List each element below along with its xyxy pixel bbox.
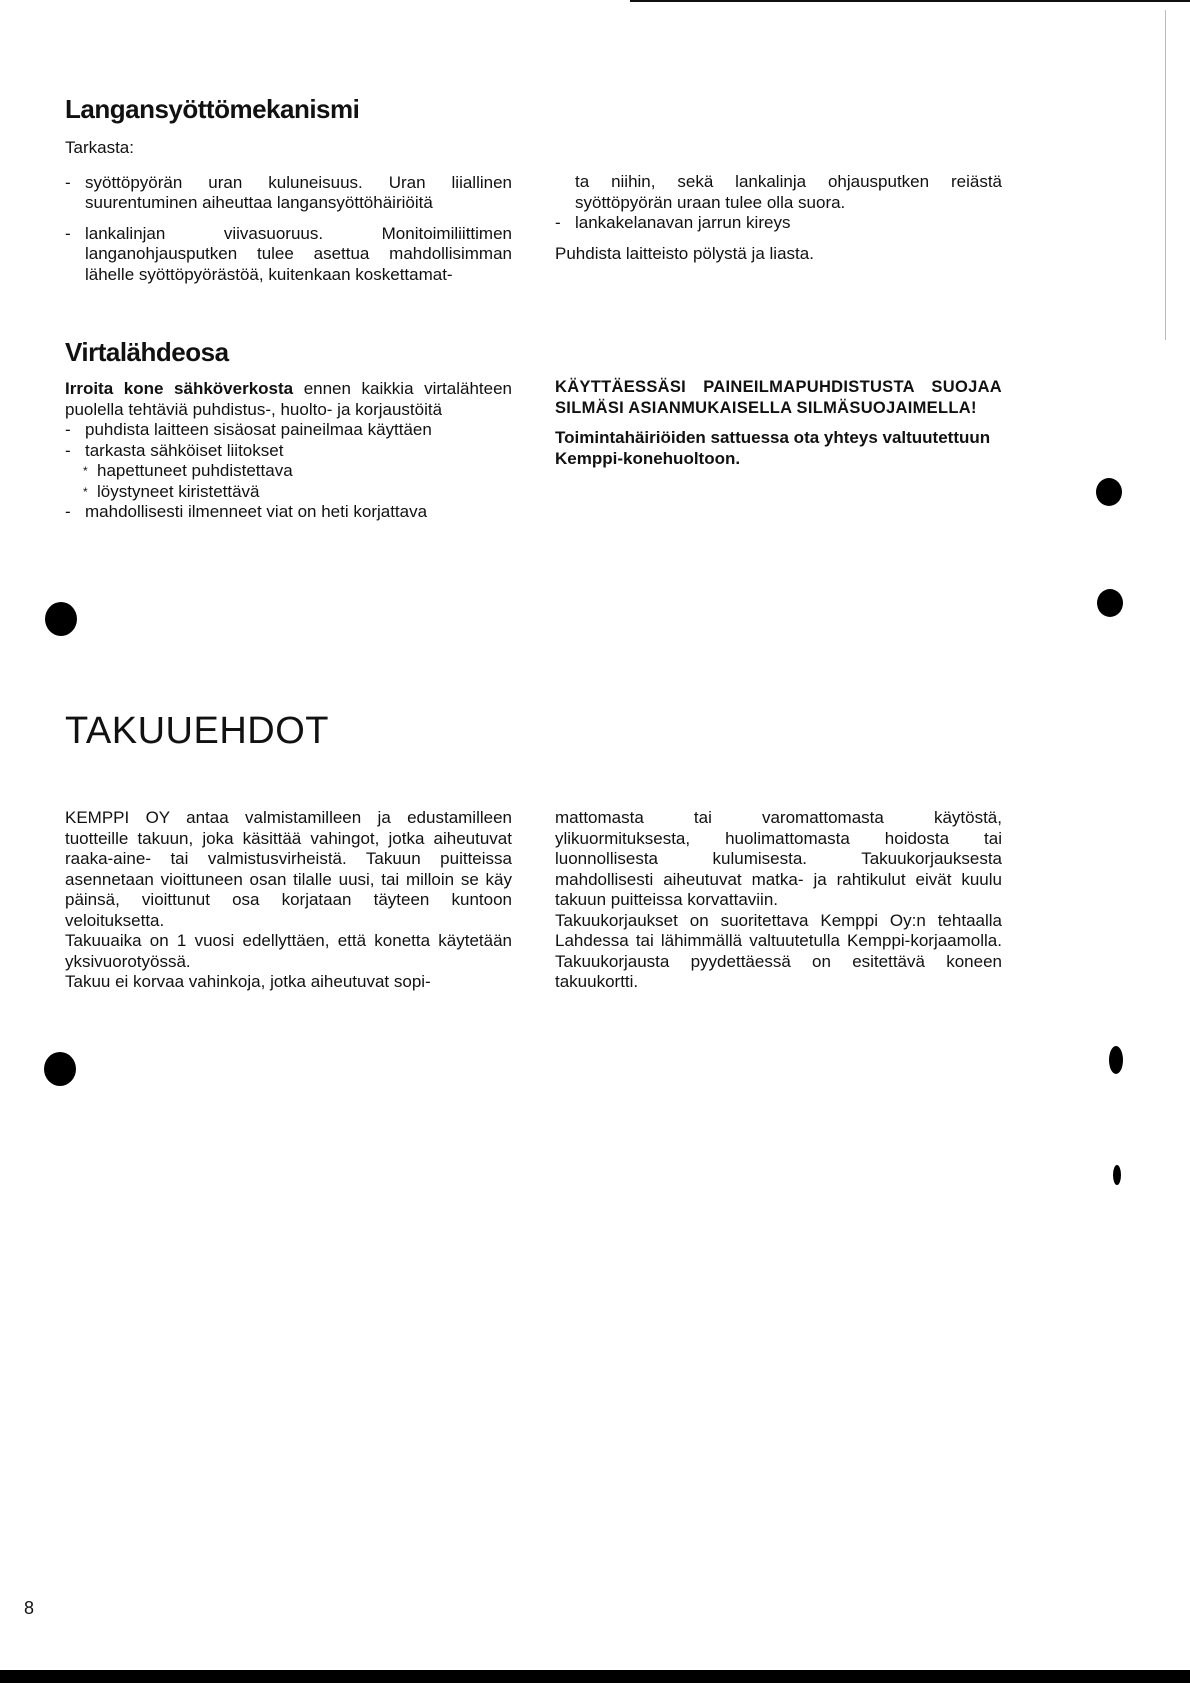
dash-marker: -: [65, 502, 71, 521]
wire-feed-heading: Langansyöttömekanismi: [65, 94, 360, 124]
punch-hole: [44, 1052, 76, 1086]
sub-list-item: [65, 461, 512, 482]
power-source-heading: Virtalähdeosa: [65, 337, 229, 367]
disconnect-warning: Irroita kone sähköverkosta: [65, 379, 294, 398]
list-item: [65, 224, 512, 286]
punch-hole: [1113, 1165, 1121, 1185]
warranty-left-column: [65, 808, 512, 993]
warranty-heading: TAKUUEHDOT: [65, 710, 329, 752]
warranty-exclusions-continued: mattomasta tai varomattomasta käytöstä, ylikuormituksesta, huolimattomasta hoidosta tai luonnollisesta kulumisesta. Takuukorjauksesta mahdollisesti aiheutuvat matka- ja rahtikulut eivät kuulu takuun puitteissa korvattaviin.: [555, 808, 1002, 909]
edge-mark: [1165, 10, 1166, 340]
power-sub-loose: löystyneet kiristettävä: [97, 481, 260, 501]
wire-feed-left-column: [65, 138, 512, 285]
power-source-left-column: [65, 379, 512, 523]
warranty-right-column: [555, 808, 1002, 993]
wire-feed-item-groove: syöttöpyörän uran kuluneisuus. Uran liiallinen suurentuminen aiheuttaa langansyöttöhäiriöitä: [85, 172, 512, 212]
sub-list-item: [65, 482, 512, 503]
wire-feed-cleaning: Puhdista laitteisto pölystä ja liasta.: [555, 243, 814, 263]
page-number: 8: [24, 1598, 35, 1618]
star-marker: *: [83, 484, 88, 499]
wire-feed-item-brake: lankakelanavan jarrun kireys: [575, 213, 791, 232]
list-item: [65, 173, 512, 214]
wire-feed-intro: Tarkasta:: [65, 138, 134, 157]
warranty-period: Takuuaika on 1 vuosi edellyttäen, että konetta käytetään yksivuorotyössä.: [65, 931, 512, 971]
warranty-exclusions-start: Takuu ei korvaa vahinkoja, jotka aiheutuvat sopi-: [65, 972, 431, 991]
eye-protection-warning: KÄYTTÄESSÄSI PAINEILMAPUHDISTUSTA SUOJAA SILMÄSI ASIANMUKAISELLA SILMÄSUOJAIMELLA!: [555, 378, 1002, 417]
list-item: [555, 213, 1002, 234]
star-marker: *: [83, 464, 88, 478]
disconnect-text: ennen kaikkia virtalähteen puolella tehtäviä puhdistus-, huolto- ja korjaustöitä: [65, 379, 513, 419]
wire-feed-right-column: [555, 172, 1002, 264]
power-source-right-column: [555, 377, 1002, 469]
dash-marker: -: [555, 213, 561, 232]
list-item: [65, 441, 512, 462]
wire-feed-item-straightness: lankalinjan viivasuoruus. Monitoimiliittimen langanohjausputken tulee asettua mahdollisimman lähelle syöttöpyörästöä, kuitenkaan koskettamat-: [85, 223, 512, 284]
warranty-coverage: KEMPPI OY antaa valmistamilleen ja edustamilleen tuotteille takuun, joka käsittää vahingot, jotka aiheutuvat raaka-aine- tai valmistusvirheistä. Takuun puitteissa asennetaan vioittuneen osan tilalle uusi, tai milloin se käy päinsä, vioittunut osa korjataan täyteen kuntoon veloituksetta.: [65, 808, 512, 930]
bottom-border: [0, 1670, 1190, 1683]
list-item: [65, 502, 512, 523]
warranty-repair-location: Takuukorjaukset on suoritettava Kemppi Oy:n tehtaalla Lahdessa tai lähimmällä valtuutetulla Kemppi-korjaamolla. Takuukorjausta pyydettäessä on esitettävä koneen takuukortti.: [555, 910, 1002, 991]
wire-feed-item-continued: ta niihin, sekä lankalinja ohjausputken reiästä syöttöpyörän uraan tulee olla suora.: [575, 172, 1002, 212]
punch-hole: [1096, 478, 1122, 506]
list-item: [65, 420, 512, 441]
dash-marker: -: [65, 172, 71, 192]
punch-hole: [1109, 1046, 1123, 1074]
power-sub-oxidized: hapettuneet puhdistettava: [97, 461, 293, 480]
top-rule: [630, 0, 1190, 2]
power-item-air-clean: puhdista laitteen sisäosat paineilmaa käyttäen: [85, 420, 432, 439]
punch-hole: [1097, 589, 1123, 617]
punch-hole: [45, 602, 77, 636]
dash-marker: -: [65, 440, 71, 460]
dash-marker: -: [65, 223, 71, 243]
power-source-intro: [65, 379, 512, 420]
service-note: Toimintahäiriöiden sattuessa ota yhteys valtuutettuun Kemppi-konehuoltoon.: [555, 428, 991, 468]
power-item-connections: tarkasta sähköiset liitokset: [85, 440, 284, 460]
power-item-faults: mahdollisesti ilmenneet viat on heti korjattava: [85, 502, 428, 521]
dash-marker: -: [65, 420, 71, 439]
